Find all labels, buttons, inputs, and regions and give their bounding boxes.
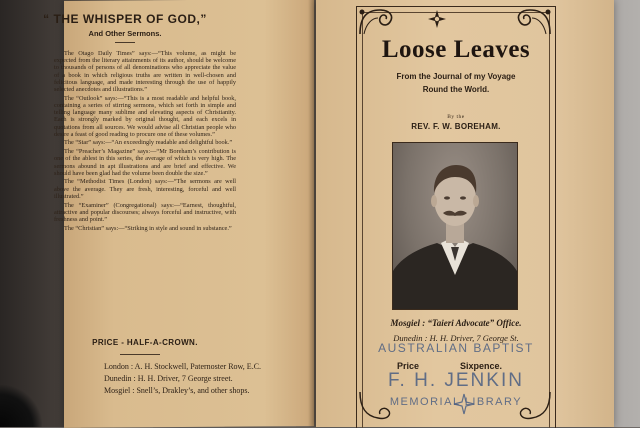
price-heading: PRICE - HALF-A-CROWN.: [92, 338, 198, 347]
agent-entry: London : A. H. Stockwell, Paternoster Row, E.C.: [104, 362, 262, 371]
divider: [120, 354, 160, 355]
reviews-block: [54, 50, 236, 233]
dark-object-corner: [0, 385, 42, 427]
review-paragraph: The “Preacher’s Magazine” says:—“Mr Boreham’s contribution is one of the ablest in this series, the average of which is very high. The sermons abound in apt illustrations and are brief and effective. We should have been glad had the volume been double the size.”: [54, 148, 236, 177]
left-page-subtitle: And Other Sermons.: [88, 29, 162, 38]
book-subtitle-line2: Round the World.: [422, 85, 490, 94]
author-name: REV. F. W. BOREHAM.: [411, 122, 501, 131]
library-stamp-line1: AUSTRALIAN BAPTIST: [378, 341, 534, 355]
library-stamp-line2: F. H. JENKIN: [388, 370, 524, 391]
review-paragraph: The Otago Daily Times” says:—“This volume, as might be expected from the literary attainments of its author, should be welcome to thousands of persons of all denominations who appreciate the value of a book in which religious truths are written in well-chosen and felicitous language, and made interesting through the use of happily selected anecdotes and illustrations.”: [54, 50, 236, 94]
bottom-flourish-icon: [514, 388, 554, 427]
library-stamp-line3: MEMORIAL LIBRARY: [389, 396, 523, 408]
book-subtitle-line1: From the Journal of my Voyage: [396, 72, 516, 81]
review-paragraph: The “Examiner” (Congregational) says:—“Earnest, thoughtful, attractive and popular discourses; always forceful and instructive, with freshness and point.”: [54, 201, 236, 223]
corner-flourish-icon: [356, 4, 400, 38]
bottom-flourish-icon: [356, 388, 396, 427]
review-paragraph: The “Methodist Times (London) says:—“The sermons are well above the average. They are fresh, interesting, forceful and well illustrated.”: [54, 178, 236, 200]
review-paragraph: The “Star” says:—“An exceedingly readable and delightful book.”: [64, 139, 233, 147]
corner-flourish-icon: [510, 4, 554, 38]
stamp-star-icon: [452, 392, 476, 416]
review-paragraph: The “Outlook” says:—“This is a most readable and helpful book, containing a series of stirring sermons, which set forth in simple and telling language many sublime and elevating aspects of Christianity. Each is strongly marked by original thought, and each excels in quotations from all sources. We would advise all Christian people who desire a feast of good reading to procure one of these volumes.”: [54, 94, 236, 138]
star-ornament-icon: [427, 9, 447, 29]
portrait-figure-icon: [393, 143, 517, 309]
author-portrait: [392, 142, 518, 310]
agent-entry: Mosgiel : Snell’s, Drakley’s, and other shops.: [104, 386, 250, 395]
left-page-title: “ THE WHISPER OF GOD,”: [43, 12, 207, 26]
divider: [115, 42, 135, 43]
book-title: Loose Leaves: [381, 36, 531, 63]
agent-entry: Dunedin : H. H. Driver, 7 George street.: [104, 374, 233, 383]
price-value: Sixpence.: [460, 361, 503, 371]
review-paragraph: The “Christian” says:—“Striking in style and sound in substance.”: [64, 224, 232, 232]
printer-line: Dunedin : H. H. Driver, 7 George St.: [393, 333, 519, 343]
by-label: By the: [447, 114, 465, 120]
publisher-line: Mosgiel : “Taieri Advocate” Office.: [390, 318, 522, 328]
agents-list: [104, 362, 279, 398]
price-label: Price: [397, 361, 420, 371]
